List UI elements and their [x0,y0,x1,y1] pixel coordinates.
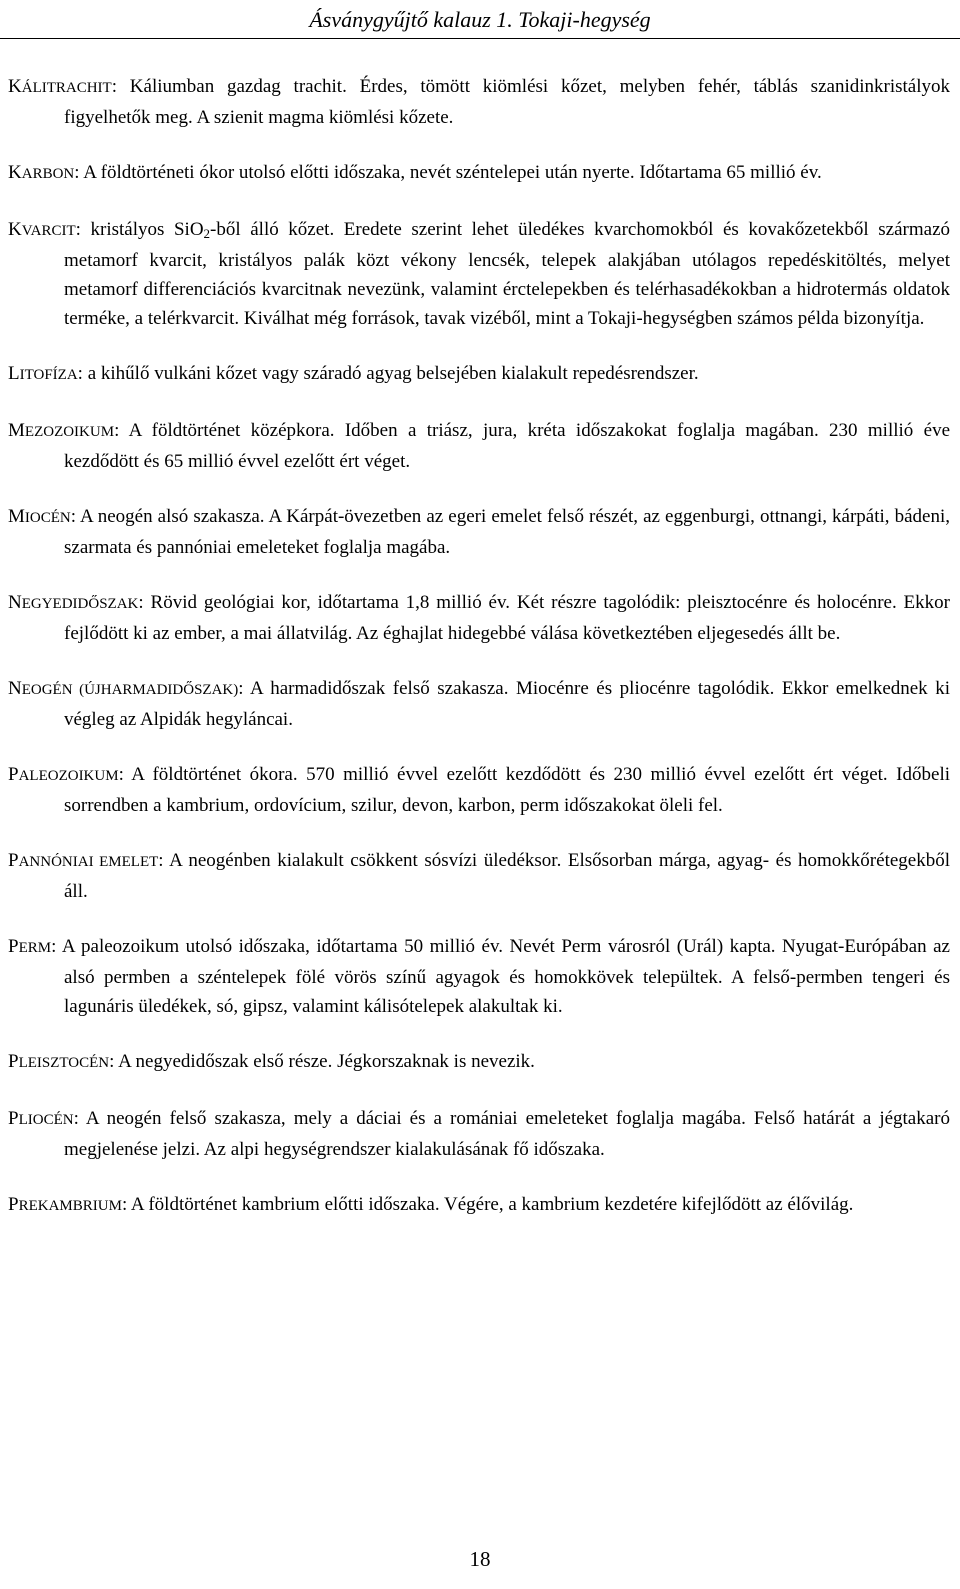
term-rest: EZOZOIKUM [24,424,115,440]
glossary-entry [8,1190,950,1221]
term-rest: ARBON [21,166,75,182]
term-rest: ERM [18,940,52,956]
glossary-term [8,162,80,183]
term-rest: IOCÉN [24,510,71,526]
term-initial: P [8,1108,19,1129]
glossary-entry [8,932,950,1021]
glossary-term [8,850,164,871]
glossary-term [8,76,117,97]
term-separator: : [121,1194,128,1215]
term-separator: : [158,850,164,871]
term-separator: : [51,936,57,957]
definition-text: Rövid geológiai kor, időtartama 1,8 millió év. Két részre tagolódik: pleisztocénre és holocénre. Ekkor fejlődött ki az ember, a mai állatvilág. Az éghajlat hidegebbé válása következtében eljegesedés állt be. [64,592,950,644]
glossary-entry [8,1104,950,1164]
term-initial: P [8,850,19,871]
glossary-entry [8,158,950,189]
definition-text: A földtörténet középkora. Időben a triász, jura, kréta időszakokat foglalja magában. 230 millió éve kezdődött és 65 millió évvel ezelőtt ért véget. [64,420,950,472]
glossary-entry [8,846,950,906]
glossary-term [8,506,76,527]
glossary-entry [8,760,950,820]
term-separator: : [70,506,77,527]
term-initial: P [8,1194,19,1215]
term-rest: REKAMBRIUM [18,1198,122,1214]
glossary-entry [8,72,950,132]
term-rest: VARCIT [21,223,76,239]
term-initial: P [8,1051,19,1072]
term-initial: P [8,936,19,957]
term-separator: : [111,76,118,97]
glossary-entry [8,215,950,333]
glossary-term [8,1051,114,1072]
glossary-entries [8,72,950,1247]
definition-text: A földtörténeti ókor utolsó előtti időszaka, nevét széntelepei után nyerte. Időtartama 65 millió év. [79,162,822,183]
definition-text-pre: kristályos SiO [80,219,204,240]
glossary-term [8,363,83,384]
term-separator: : [118,764,124,785]
glossary-term [8,592,144,613]
term-initial: M [8,506,25,527]
definition-text: -ből álló kőzet. Eredete szerint lehet üledékes kvarchomokból és kovakőzetekből származó metamorf kvarcit, kristályos palák közt vékony lencsék, telepek alakjában utólagos repedéskitöltés, melyet metamorf differenciációs kvarcitnak nevezünk, valamint érctelepekben és telérhasadékokban a hidrotermás oldatok terméke, a telérkvarcit. Kiválhat még források, tavak vizéből, mint a Tokaji-hegységben számos példa bizonyítja. [64,219,950,329]
glossary-term [8,1194,127,1215]
glossary-term [8,936,56,957]
term-separator: : [77,363,83,384]
glossary-entry [8,416,950,476]
glossary-term [8,1108,79,1129]
glossary-entry [8,502,950,562]
term-rest: EOGÉN (ÚJHARMADIDŐSZAK) [21,682,239,698]
term-initial: N [8,592,22,613]
term-initial: K [8,219,22,240]
term-rest: ANNÓNIAI EMELET [18,854,159,870]
glossary-entry [8,588,950,648]
definition-text: A negyedidőszak első része. Jégkorszaknak is nevezik. [114,1051,535,1072]
definition-text: a kihűlő vulkáni kőzet vagy száradó agyag belsejében kialakult repedésrendszer. [82,363,699,384]
term-rest: EGYEDIDŐSZAK [21,596,139,612]
glossary-entry [8,1047,950,1078]
definition-text: A neogén alsó szakasza. A Kárpát-övezetben az egeri emelet felső részét, az eggenburgi, ottnangi, kárpáti, bádeni, szarmata és pannóniai emeleteket foglalja magába. [64,506,950,558]
term-rest: ALEOZOIKUM [18,768,119,784]
term-separator: : [73,1108,79,1129]
glossary-entry [8,674,950,734]
definition-text: A paleozoikum utolsó időszaka, időtartama 50 millió év. Nevét Perm városról (Urál) kapta. Nyugat-Európában az alsó permben a széntelepek fölé vörös színű agyagok és homokkövek települtek. A felső-permben tengeri és lagunáris üledékek, só, gipsz, valamint kálisótelepek alakultak ki. [56,936,950,1017]
term-separator: : [74,162,80,183]
term-rest: ITOFÍZA [19,367,78,383]
term-initial: K [8,162,22,183]
term-initial: K [8,76,22,97]
header-divider [0,38,960,39]
term-initial: N [8,678,22,699]
term-initial: L [8,363,20,384]
term-separator: : [109,1051,115,1072]
glossary-term [8,420,119,441]
term-initial: P [8,764,19,785]
formula-subscript: 2 [203,226,211,241]
term-rest: ÁLITRACHIT [21,80,112,96]
definition-text: Káliumban gazdag trachit. Érdes, tömött kiömlési kőzet, melyben fehér, táblás szanidinkristályok figyelhetők meg. A szienit magma kiömlési kőzete. [64,76,950,128]
definition-text: A neogén felső szakasza, mely a dáciai és a romániai emeleteket foglalja magába. Felső határát a jégtakaró megjelenése jelzi. Az alpi hegységrendszer kialakulásának fő időszaka. [64,1108,950,1160]
definition-text: A földtörténet kambrium előtti időszaka. Végére, a kambrium kezdetére kifejlődött az élővilág. [127,1194,854,1215]
term-initial: M [8,420,25,441]
definition-text: A földtörténet ókora. 570 millió évvel ezelőtt kezdődött és 230 millió évvel ezelőtt ért véget. Időbeli sorrendben a kambrium, ordovícium, szilur, devon, karbon, perm időszakokat öleli fel. [64,764,950,816]
glossary-term [8,219,81,240]
page-header-title: Ásványgyűjtő kalauz 1. Tokaji-hegység [309,7,651,32]
definition-text: A harmadidőszak felső szakasza. Miocénre és pliocénre tagolódik. Ekkor emelkednek ki végleg az Alpidák hegyláncai. [64,678,950,730]
term-separator: : [138,592,144,613]
glossary-term [8,678,244,699]
term-separator: : [75,219,81,240]
term-rest: LIOCÉN [18,1112,74,1128]
glossary-term [8,764,124,785]
definition-text: A neogénben kialakult csökkent sósvízi üledéksor. Elsősorban márga, agyag- és homokkőrétegekből áll. [64,850,950,902]
term-separator: : [238,678,244,699]
glossary-entry [8,359,950,390]
term-separator: : [114,420,120,441]
term-rest: LEISZTOCÉN [18,1055,110,1071]
page-number: 18 [469,1547,491,1571]
